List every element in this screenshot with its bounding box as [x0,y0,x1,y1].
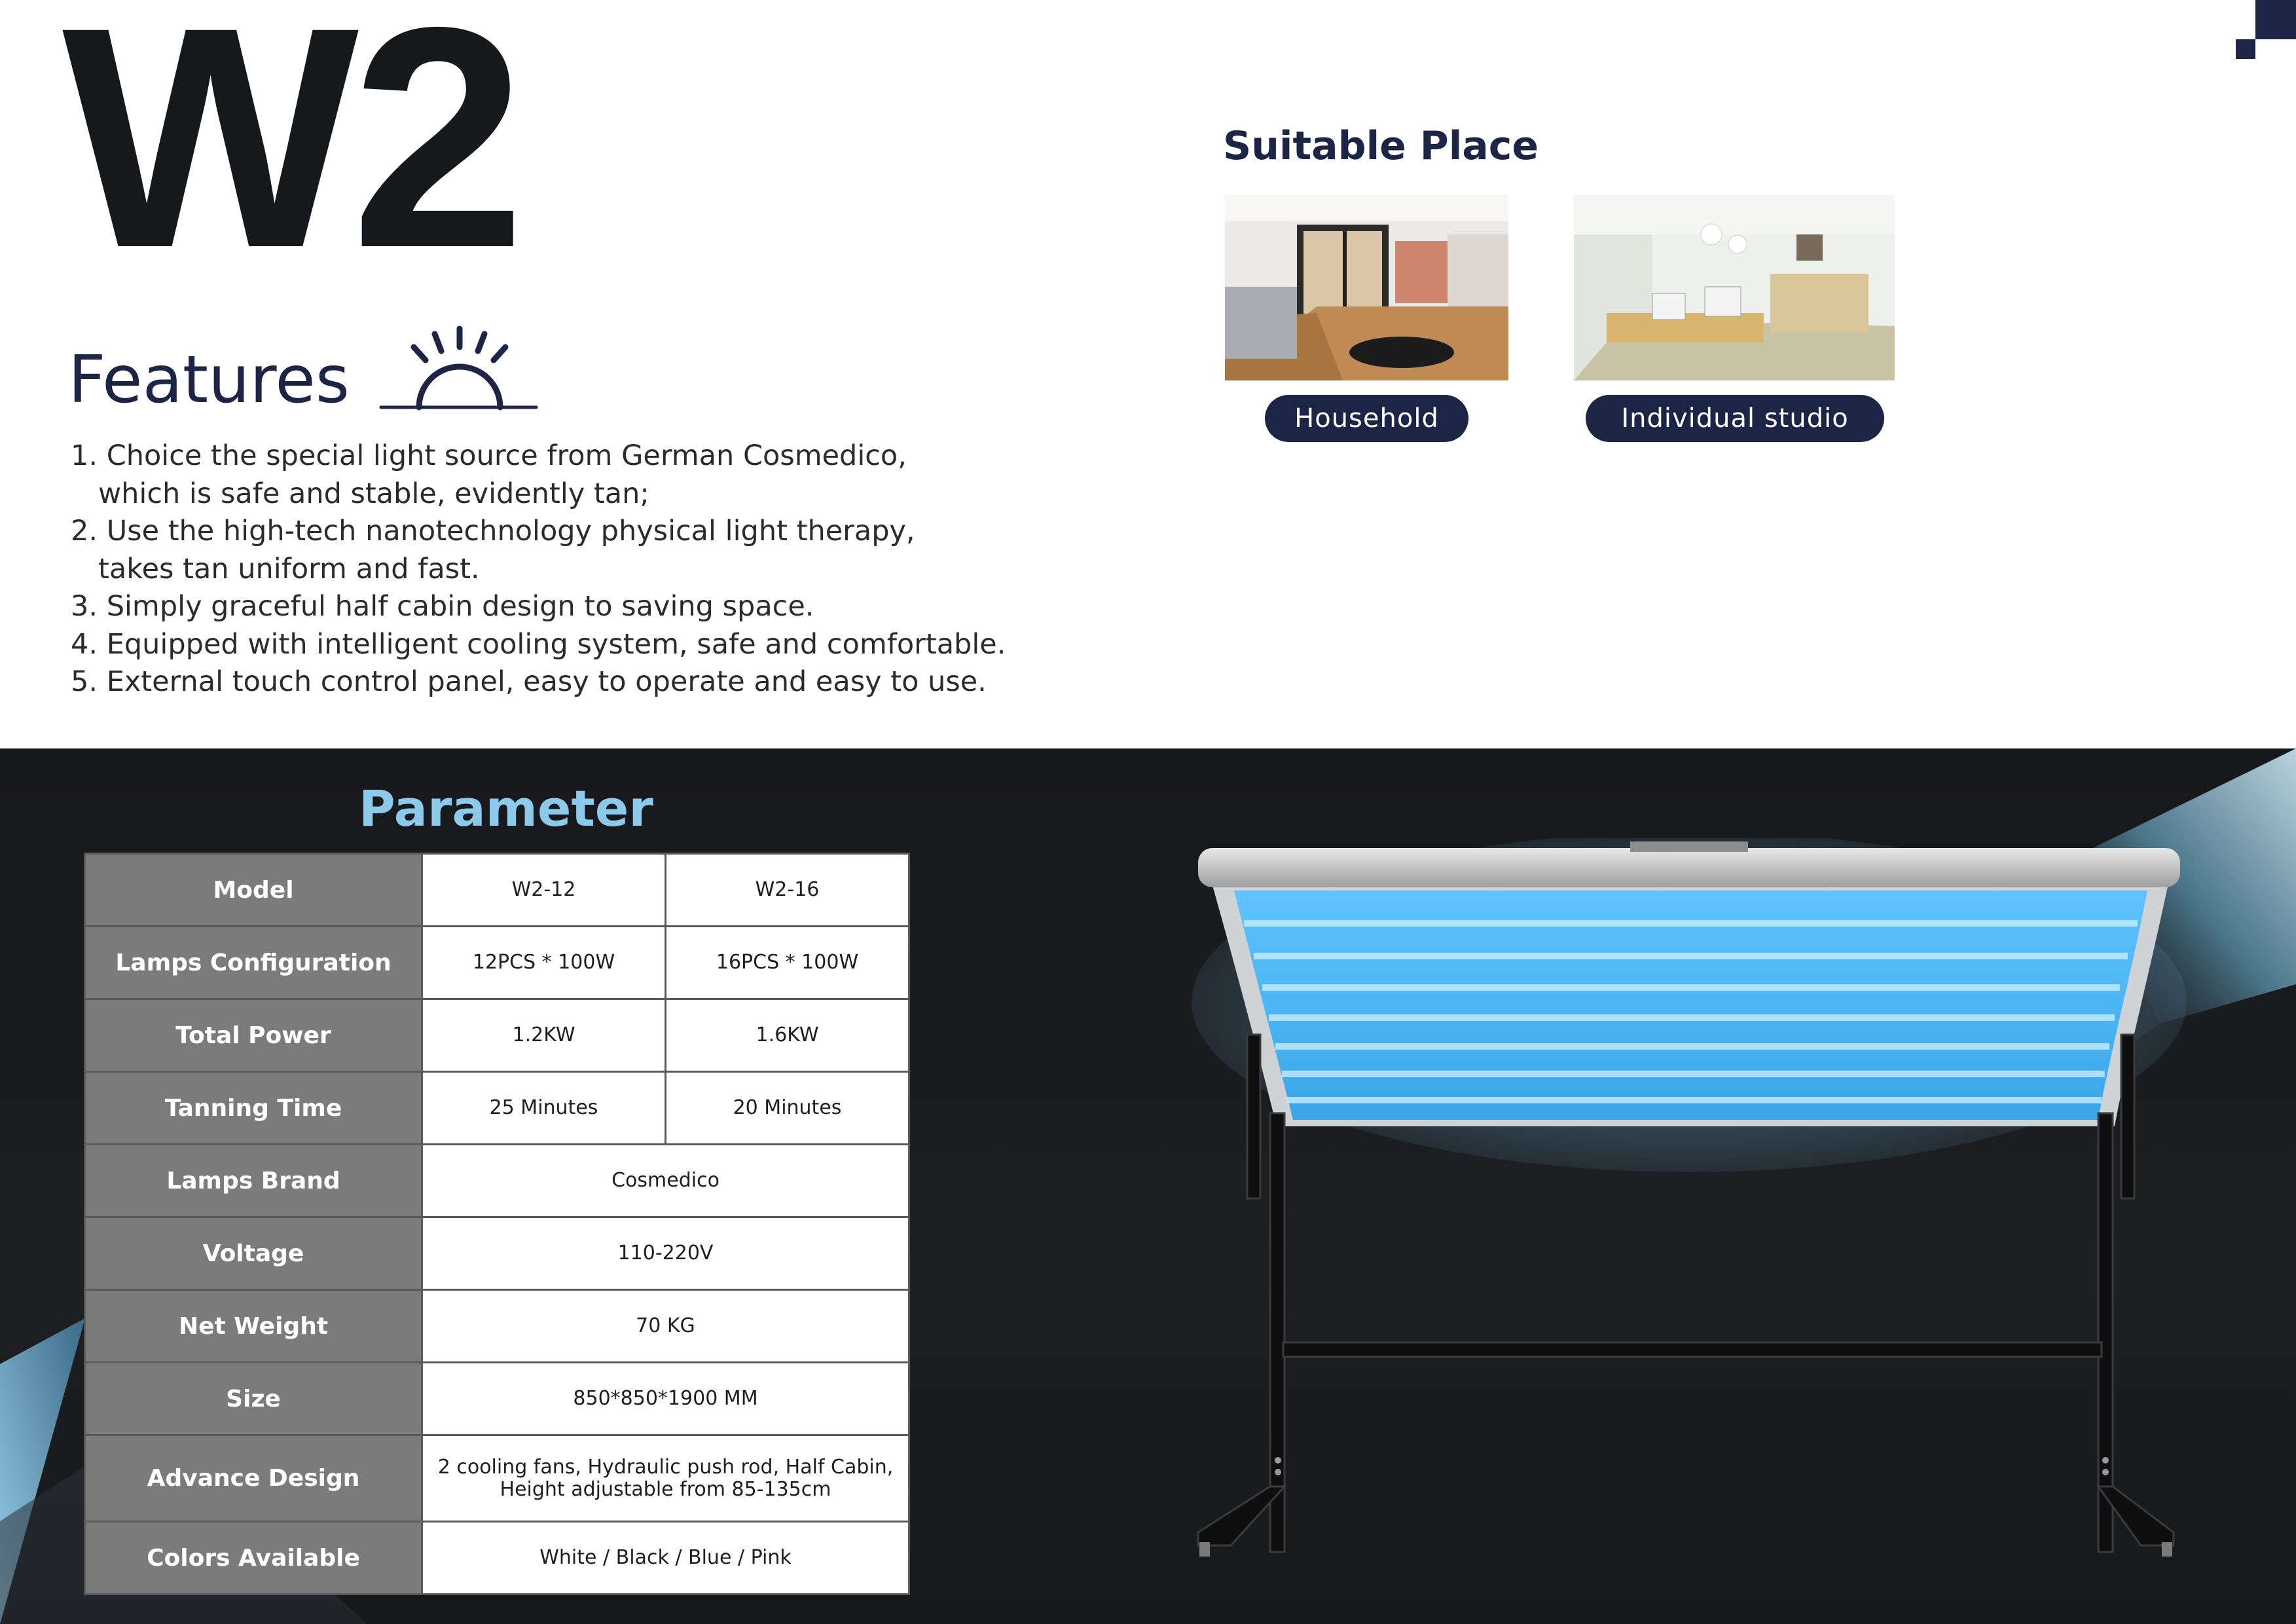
cell-value: 20 Minutes [666,1072,909,1145]
row-label: Total Power [85,999,422,1072]
individual-studio-tag: Individual studio [1586,395,1884,442]
feature-item: 4. Equipped with intelligent cooling system, safe and comfortable. [71,627,1006,661]
table-row [85,1363,909,1435]
feature-item: 1. Choice the special light source from German Cosmedico, which is safe and stable, evidently tan; [71,439,907,510]
parameter-heading: Parameter [359,779,653,838]
table-row [85,1435,909,1522]
suitable-place-heading: Suitable Place [1223,123,1539,169]
row-label: Tanning Time [85,1072,422,1145]
row-label: Net Weight [85,1290,422,1363]
table-row [85,1072,909,1145]
row-label: Voltage [85,1217,422,1290]
row-label: Model [85,854,422,927]
table-row [85,999,909,1072]
table-row [85,1522,909,1595]
table-row [85,1290,909,1363]
cell-value: 2 cooling fans, Hydraulic push rod, Half Cabin, Height adjustable from 85-135cm [422,1435,909,1522]
cell-value: 110-220V [422,1217,909,1290]
cell-value: White / Black / Blue / Pink [422,1522,909,1595]
cell-value: 12PCS * 100W [422,927,666,999]
features-heading: Features [68,341,350,418]
table-row [85,854,909,927]
corner-decoration [2236,0,2296,60]
row-label: Advance Design [85,1435,422,1522]
household-photo [1225,195,1508,380]
features-list [71,437,1006,701]
cell-value: 16PCS * 100W [666,927,909,999]
studio-photo [1574,195,1895,380]
row-label: Size [85,1363,422,1435]
row-label: Lamps Configuration [85,927,422,999]
table-row [85,927,909,999]
parameter-table [84,853,910,1595]
cell-value: 25 Minutes [422,1072,666,1145]
cell-value: W2-16 [666,854,909,927]
cell-value: 1.2KW [422,999,666,1072]
feature-item: 3. Simply graceful half cabin design to saving space. [71,590,814,623]
cell-value: W2-12 [422,854,666,927]
feature-item: 2. Use the high-tech nanotechnology physical light therapy, takes tan uniform and fast. [71,515,915,585]
sunrise-icon [378,321,539,413]
cell-value: Cosmedico [422,1145,909,1217]
row-label: Colors Available [85,1522,422,1595]
cell-value: 70 KG [422,1290,909,1363]
tanning-bed-image [1185,838,2193,1585]
model-title: W2 [62,0,518,313]
feature-item: 5. External touch control panel, easy to operate and easy to use. [71,665,987,698]
household-tag: Household [1265,395,1468,442]
table-row [85,1217,909,1290]
cell-value: 850*850*1900 MM [422,1363,909,1435]
cell-value: 1.6KW [666,999,909,1072]
row-label: Lamps Brand [85,1145,422,1217]
table-row [85,1145,909,1217]
